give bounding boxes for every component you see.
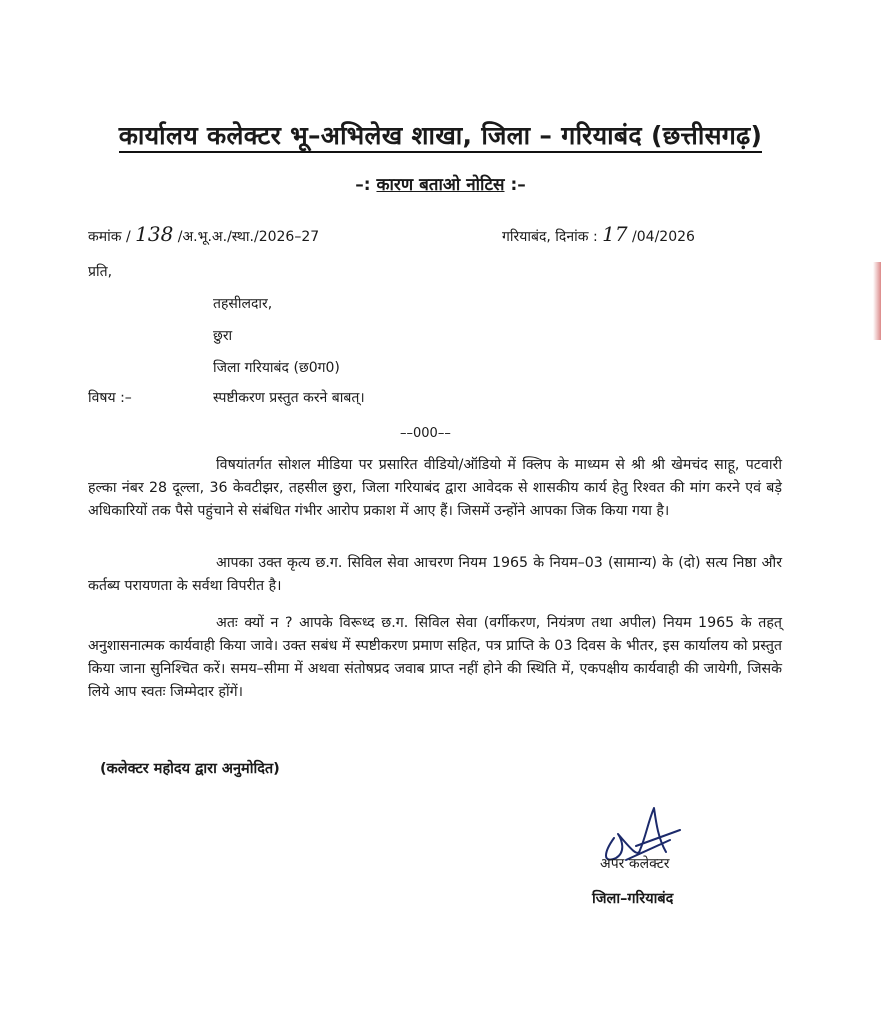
body-paragraph-2: आपका उक्त कृत्य छ.ग. सिविल सेवा आचरण नियम 1965 के नियम–03 (सामान्य) के (दो) सत्य निष्ठा और कर्तब्य परायणता के सर्वथा विपरीत है। — [88, 555, 782, 594]
approval-note: (कलेक्टर महोदय द्वारा अनुमोदित) — [100, 761, 280, 777]
signatory-designation: अपर कलेक्टर — [600, 856, 670, 872]
body-paragraph-1: विषयांतर्गत सोशल मीडिया पर प्रसारित वीडियो/ऑडियो में क्लिप के माध्यम से श्री श्री खेमचंद साहू, पटवारी हल्का नंबर 28 दूल्ला, 36 केवटीझर, तहसील छुरा, जिला गरियाबंद द्वारा आवेदक से शासकीय कार्य हेतु रिश्वत की मांग करने एवं बड़े अधिकारियों तक पैसे पहुंचाने से संबंधित गंभीर आरोप प्रकाश में आए हैं। जिसमें उन्होंने आपका जिक किया गया है। — [88, 457, 782, 519]
handwritten-ref-number: 138 — [135, 222, 174, 246]
recipient-line-3: जिला गरियाबंद (छ0ग0) — [213, 360, 340, 376]
recipient-line-2: छुरा — [213, 328, 233, 344]
scan-edge-mark — [873, 262, 881, 340]
separator: ––000–– — [400, 426, 451, 441]
subject-text: स्पष्टीकरण प्रस्तुत करने बाबत्। — [213, 390, 365, 406]
signatory-district: जिला–गरियाबंद — [592, 891, 674, 907]
body-paragraph-3: अतः क्यों न ? आपके विरूध्द छ.ग. सिविल सेवा (वर्गीकरण, नियंत्रण तथा अपील) नियम 1965 के तहत् अनुशासनात्मक कार्यवाही किया जावे। उक्त सबंध में स्पष्टीकरण प्रमाण सहित, पत्र प्राप्ति के 03 दिवस के भीतर, इस कार्यालय को प्रस्तुत किया जाना सुनिश्चित करें। समय–सीमा में अथवा संतोषप्रद जवाब प्राप्त नहीं होने की स्थिति में, एकपक्षीय कार्यवाही की जायेगी, जिसके लिये आप स्वतः जिम्मेदार होंगें। — [88, 615, 782, 700]
to-label: प्रति, — [88, 264, 113, 280]
notice-heading: –: कारण बताओ नोटिस :– — [355, 175, 526, 195]
office-title: कार्यालय कलेक्टर भू–अभिलेख शाखा, जिला – गरियाबंद (छत्तीसगढ़) — [0, 118, 881, 152]
reference-number: कमांक / 138 /अ.भू.अ./स्था./2026–27 — [88, 222, 320, 246]
handwritten-day: 17 — [602, 222, 628, 246]
subject-label: विषय :– — [88, 390, 132, 406]
place-date: गरियाबंद, दिनांक : 17 /04/2026 — [502, 222, 695, 246]
recipient-line-1: तहसीलदार, — [213, 296, 273, 312]
notice-title: कारण बताओ नोटिस — [376, 175, 505, 195]
